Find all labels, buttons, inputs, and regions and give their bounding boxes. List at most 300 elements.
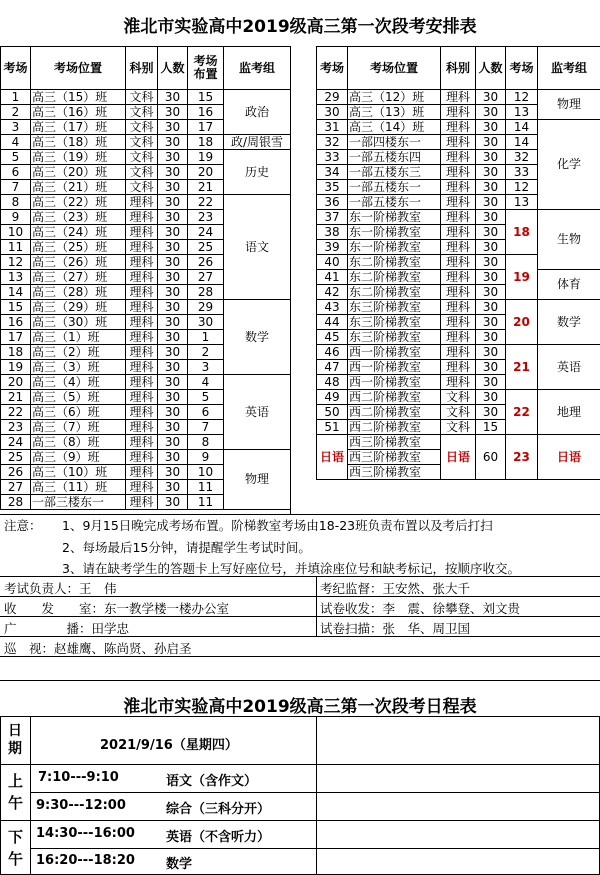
room-layout: 14 [506,135,538,150]
staff-leader: 考试负责人：王 伟 [4,581,117,596]
japanese-location: 西三阶梯教室 [348,450,441,465]
header-room: 考场 [1,47,31,90]
room-number: 23 [1,420,31,435]
room-count: 30 [158,285,188,300]
room-number: 45 [317,330,348,345]
room-subject: 理科 [126,435,158,450]
room-subject: 文科 [126,90,158,105]
room-layout-merged: 20 [506,300,538,345]
room-location: 高三（18）班 [31,135,126,150]
room-location: 西二阶梯教室 [348,420,441,435]
room-subject: 理科 [441,105,476,120]
room-subject: 理科 [441,135,476,150]
room-number: 43 [317,300,348,315]
room-number: 28 [1,495,31,510]
room-subject: 文科 [126,165,158,180]
room-count: 30 [158,375,188,390]
room-number: 13 [1,270,31,285]
room-location: 高三（11）班 [31,480,126,495]
proctor-group: 物理 [538,90,600,120]
room-subject: 理科 [441,120,476,135]
room-location: 高三（16）班 [31,105,126,120]
room-layout: 20 [188,165,224,180]
room-layout: 8 [188,435,224,450]
proctor-group: 英语 [538,345,600,390]
schedule-subject-3: 英语（不含听力） [166,830,271,845]
room-number: 44 [317,315,348,330]
room-count: 30 [158,300,188,315]
room-layout: 12 [506,180,538,195]
room-count: 15 [476,420,506,435]
room-layout: 16 [188,105,224,120]
room-subject: 理科 [126,315,158,330]
room-subject: 理科 [441,300,476,315]
room-count: 30 [158,345,188,360]
room-count: 30 [158,450,188,465]
schedule-subject-1: 语文（含作文） [166,774,258,789]
room-layout: 15 [188,90,224,105]
header-group: 监考组 [224,47,291,90]
room-location: 一部三楼东一 [31,495,126,510]
proctor-group: 化学 [538,120,600,210]
staff-paper-handling: 试卷收发：李 震、徐攀登、刘文贵 [320,601,521,616]
room-count: 30 [158,390,188,405]
room-number: 30 [317,105,348,120]
table-row [317,435,600,450]
room-layout: 23 [188,210,224,225]
japanese-layout: 23 [506,435,538,480]
room-subject: 理科 [126,330,158,345]
room-count: 30 [476,375,506,390]
room-layout: 9 [188,450,224,465]
staff-broadcast: 广 播：田学忠 [4,621,130,636]
room-count: 30 [476,405,506,420]
right-exam-table [316,46,600,480]
room-location: 高三（6）班 [31,405,126,420]
room-location: 高三（13）班 [348,105,441,120]
room-subject: 理科 [441,330,476,345]
room-count: 30 [158,360,188,375]
room-subject: 理科 [441,270,476,285]
room-subject: 理科 [441,345,476,360]
room-count: 30 [476,270,506,285]
room-count: 30 [158,405,188,420]
room-subject: 理科 [126,300,158,315]
table-row [317,300,600,315]
room-number: 31 [317,120,348,135]
room-count: 30 [476,240,506,255]
schedule-time-1: 7:10---9:10 [38,770,119,785]
room-count: 30 [476,135,506,150]
room-location: 高三（22）班 [31,195,126,210]
header-count: 人数 [476,47,506,90]
note-2: 2、每场最后15分钟，请提醒学生考试时间。 [62,540,311,555]
header-location: 考场位置 [31,47,126,90]
header-subject: 科别 [441,47,476,90]
proctor-group: 数学 [224,300,291,375]
room-count: 30 [158,105,188,120]
room-number: 42 [317,285,348,300]
room-location: 高三（19）班 [31,150,126,165]
room-location: 高三（25）班 [31,240,126,255]
room-location: 高三（28）班 [31,285,126,300]
table-row [1,375,291,390]
room-location: 高三（27）班 [31,270,126,285]
table-row [1,195,291,210]
room-subject: 文科 [126,150,158,165]
room-number: 47 [317,360,348,375]
schedule-subject-4: 数学 [166,857,193,872]
room-number: 50 [317,405,348,420]
room-number: 40 [317,255,348,270]
room-location: 高三（12）班 [348,90,441,105]
table-row [1,135,291,150]
header-subject: 科别 [126,47,158,90]
room-subject: 理科 [126,225,158,240]
room-subject: 理科 [126,240,158,255]
room-number: 32 [317,135,348,150]
room-subject: 理科 [126,270,158,285]
room-location: 高三（7）班 [31,420,126,435]
room-location: 一部四楼东一 [348,135,441,150]
room-layout: 17 [188,120,224,135]
schedule-time-2: 9:30---12:00 [36,798,126,813]
room-location: 高三（15）班 [31,90,126,105]
room-location: 西一阶梯教室 [348,375,441,390]
japanese-count: 60 [476,435,506,480]
proctor-group: 政治 [224,90,291,135]
room-count: 30 [476,195,506,210]
schedule-time-4: 16:20---18:20 [36,853,135,868]
room-number: 16 [1,315,31,330]
room-subject: 文科 [126,120,158,135]
room-number: 2 [1,105,31,120]
room-count: 30 [158,270,188,285]
room-number: 6 [1,165,31,180]
room-subject: 理科 [441,240,476,255]
note-1: 1、9月15日晚完成考场布置。阶梯教室考场由18-23班负责布置以及考后打扫 [62,518,493,533]
proctor-group: 政/周银雪 [224,135,291,150]
table-row [317,210,600,225]
room-subject: 理科 [126,450,158,465]
header-location: 考场位置 [348,47,441,90]
room-location: 高三（10）班 [31,465,126,480]
room-location: 高三（23）班 [31,210,126,225]
room-count: 30 [158,495,188,510]
japanese-room: 日语 [317,435,348,480]
room-number: 5 [1,150,31,165]
page-title: 淮北市实验高中2019级高三第一次段考安排表 [123,17,477,37]
header-group: 监考组 [538,47,600,90]
room-number: 33 [317,150,348,165]
room-number: 27 [1,480,31,495]
proctor-group: 语文 [224,195,291,300]
note-3: 3、请在缺考学生的答题卡上写好座位号，并填涂座位号和缺考标记，按顺序收交。 [62,561,520,576]
schedule-pm-label: 下午 [8,828,24,868]
room-layout: 2 [188,345,224,360]
room-number: 10 [1,225,31,240]
room-location: 高三（3）班 [31,360,126,375]
room-location: 东三阶梯教室 [348,315,441,330]
room-location: 高三（9）班 [31,450,126,465]
room-layout: 13 [506,105,538,120]
room-number: 9 [1,210,31,225]
room-subject: 理科 [441,360,476,375]
room-layout: 18 [188,135,224,150]
room-layout: 28 [188,285,224,300]
room-subject: 文科 [441,405,476,420]
room-location: 一部五楼东一 [348,180,441,195]
proctor-group: 数学 [538,300,600,345]
room-layout-merged: 22 [506,390,538,435]
proctor-group: 英语 [224,375,291,450]
room-subject: 理科 [441,165,476,180]
header-room: 考场 [317,47,348,90]
room-subject: 文科 [126,135,158,150]
room-location: 东一阶梯教室 [348,210,441,225]
japanese-group: 日语 [538,435,600,480]
room-location: 西一阶梯教室 [348,345,441,360]
table-row [1,450,291,465]
room-count: 30 [158,180,188,195]
japanese-location: 西三阶梯教室 [348,465,441,480]
room-count: 30 [476,225,506,240]
room-count: 30 [158,165,188,180]
room-layout: 29 [188,300,224,315]
room-count: 30 [158,330,188,345]
room-count: 30 [476,90,506,105]
room-location: 高三（1）班 [31,330,126,345]
room-count: 30 [158,120,188,135]
room-location: 高三（5）班 [31,390,126,405]
table-row [1,90,291,105]
room-location: 高三（4）班 [31,375,126,390]
room-count: 30 [476,105,506,120]
room-layout-merged: 19 [506,255,538,300]
room-count: 30 [158,135,188,150]
proctor-group: 物理 [224,450,291,510]
room-count: 30 [476,165,506,180]
room-location: 高三（8）班 [31,435,126,450]
room-layout: 10 [188,465,224,480]
room-subject: 文科 [126,180,158,195]
room-subject: 理科 [441,150,476,165]
room-location: 东三阶梯教室 [348,330,441,345]
room-layout: 24 [188,225,224,240]
room-count: 30 [158,435,188,450]
left-exam-table [0,46,291,510]
schedule-subject-2: 综合（三科分开） [166,802,271,817]
room-location: 东一阶梯教室 [348,225,441,240]
room-subject: 理科 [126,390,158,405]
room-location: 一部五楼东三 [348,165,441,180]
room-location: 东二阶梯教室 [348,255,441,270]
room-subject: 理科 [126,420,158,435]
room-number: 48 [317,375,348,390]
room-layout: 12 [506,90,538,105]
room-number: 18 [1,345,31,360]
room-location: 一部五楼东四 [348,150,441,165]
schedule-date: 2021/9/16（星期四） [100,738,238,753]
room-number: 7 [1,180,31,195]
table-row [317,90,600,105]
room-location: 东一阶梯教室 [348,240,441,255]
room-subject: 理科 [126,195,158,210]
room-count: 30 [158,210,188,225]
room-location: 高三（29）班 [31,300,126,315]
room-subject: 理科 [126,405,158,420]
table-row [1,300,291,315]
table-row [317,270,600,285]
header-count: 人数 [158,47,188,90]
room-number: 25 [1,450,31,465]
room-subject: 理科 [441,195,476,210]
room-number: 41 [317,270,348,285]
room-layout: 4 [188,375,224,390]
header-layout: 考场 [506,47,538,90]
room-number: 37 [317,210,348,225]
room-layout: 25 [188,240,224,255]
proctor-group: 历史 [224,150,291,195]
room-location: 高三（20）班 [31,165,126,180]
room-layout: 7 [188,420,224,435]
room-count: 30 [476,210,506,225]
room-count: 30 [158,465,188,480]
room-subject: 理科 [126,255,158,270]
schedule-am-label: 上午 [8,772,24,812]
staff-patrol: 巡 视：赵雄鹰、陈尚贤、孙启圣 [4,641,192,656]
room-number: 21 [1,390,31,405]
room-location: 东二阶梯教室 [348,270,441,285]
header-layout: 考场布置 [188,47,224,90]
room-number: 19 [1,360,31,375]
room-location: 高三（17）班 [31,120,126,135]
room-location: 高三（26）班 [31,255,126,270]
room-number: 11 [1,240,31,255]
room-number: 8 [1,195,31,210]
room-count: 30 [158,150,188,165]
room-number: 14 [1,285,31,300]
room-number: 3 [1,120,31,135]
table-row [317,120,600,135]
room-layout: 13 [506,195,538,210]
room-layout: 11 [188,495,224,510]
room-subject: 理科 [441,90,476,105]
room-number: 17 [1,330,31,345]
room-layout: 32 [506,150,538,165]
schedule-title: 淮北市实验高中2019级高三第一次段考日程表 [123,697,477,717]
room-location: 高三（14）班 [348,120,441,135]
table-row [317,345,600,360]
room-count: 30 [158,225,188,240]
room-count: 30 [476,345,506,360]
room-subject: 理科 [126,345,158,360]
room-location: 东三阶梯教室 [348,300,441,315]
room-location: 西一阶梯教室 [348,360,441,375]
schedule-date-label: 日期 [8,723,22,757]
room-count: 30 [158,90,188,105]
table-row [1,150,291,165]
room-location: 高三（30）班 [31,315,126,330]
room-subject: 理科 [126,375,158,390]
room-layout: 33 [506,165,538,180]
room-count: 30 [158,420,188,435]
japanese-subject: 日语 [441,435,476,480]
room-number: 51 [317,420,348,435]
room-subject: 理科 [441,375,476,390]
room-location: 高三（2）班 [31,345,126,360]
room-count: 30 [476,300,506,315]
room-number: 49 [317,390,348,405]
room-layout: 19 [188,150,224,165]
staff-discipline: 考纪监督：王安然、张大千 [320,581,471,596]
schedule-time-3: 14:30---16:00 [36,826,135,841]
room-subject: 理科 [441,225,476,240]
room-layout: 22 [188,195,224,210]
japanese-location: 西三阶梯教室 [348,435,441,450]
room-number: 1 [1,90,31,105]
room-count: 30 [476,390,506,405]
room-layout: 21 [188,180,224,195]
room-layout: 26 [188,255,224,270]
room-subject: 理科 [441,255,476,270]
room-layout: 14 [506,120,538,135]
staff-office: 收 发 室：东一教学楼一楼办公室 [4,601,230,616]
room-location: 高三（21）班 [31,180,126,195]
room-layout-merged: 21 [506,345,538,390]
room-subject: 理科 [441,285,476,300]
room-count: 30 [476,120,506,135]
room-location: 东二阶梯教室 [348,285,441,300]
room-count: 30 [476,315,506,330]
room-count: 30 [476,150,506,165]
room-count: 30 [476,330,506,345]
proctor-group: 体育 [538,270,600,300]
room-count: 30 [476,285,506,300]
room-count: 30 [158,240,188,255]
room-subject: 理科 [126,480,158,495]
room-number: 35 [317,180,348,195]
room-number: 22 [1,405,31,420]
room-subject: 理科 [126,285,158,300]
table-row [317,390,600,405]
room-subject: 理科 [441,210,476,225]
room-subject: 文科 [441,390,476,405]
room-number: 15 [1,300,31,315]
room-count: 30 [476,360,506,375]
room-layout: 3 [188,360,224,375]
staff-scanning: 试卷扫描：张 华、周卫国 [320,621,471,636]
room-layout-merged: 18 [506,210,538,255]
room-count: 30 [476,180,506,195]
room-number: 20 [1,375,31,390]
room-count: 30 [158,480,188,495]
proctor-group: 地理 [538,390,600,435]
room-location: 西二阶梯教室 [348,390,441,405]
room-location: 西二阶梯教室 [348,405,441,420]
room-number: 34 [317,165,348,180]
room-layout: 11 [188,480,224,495]
room-layout: 27 [188,270,224,285]
proctor-group: 生物 [538,210,600,270]
room-number: 26 [1,465,31,480]
room-number: 12 [1,255,31,270]
room-number: 38 [317,225,348,240]
room-subject: 理科 [126,360,158,375]
room-location: 高三（24）班 [31,225,126,240]
room-layout: 30 [188,315,224,330]
room-count: 30 [476,255,506,270]
